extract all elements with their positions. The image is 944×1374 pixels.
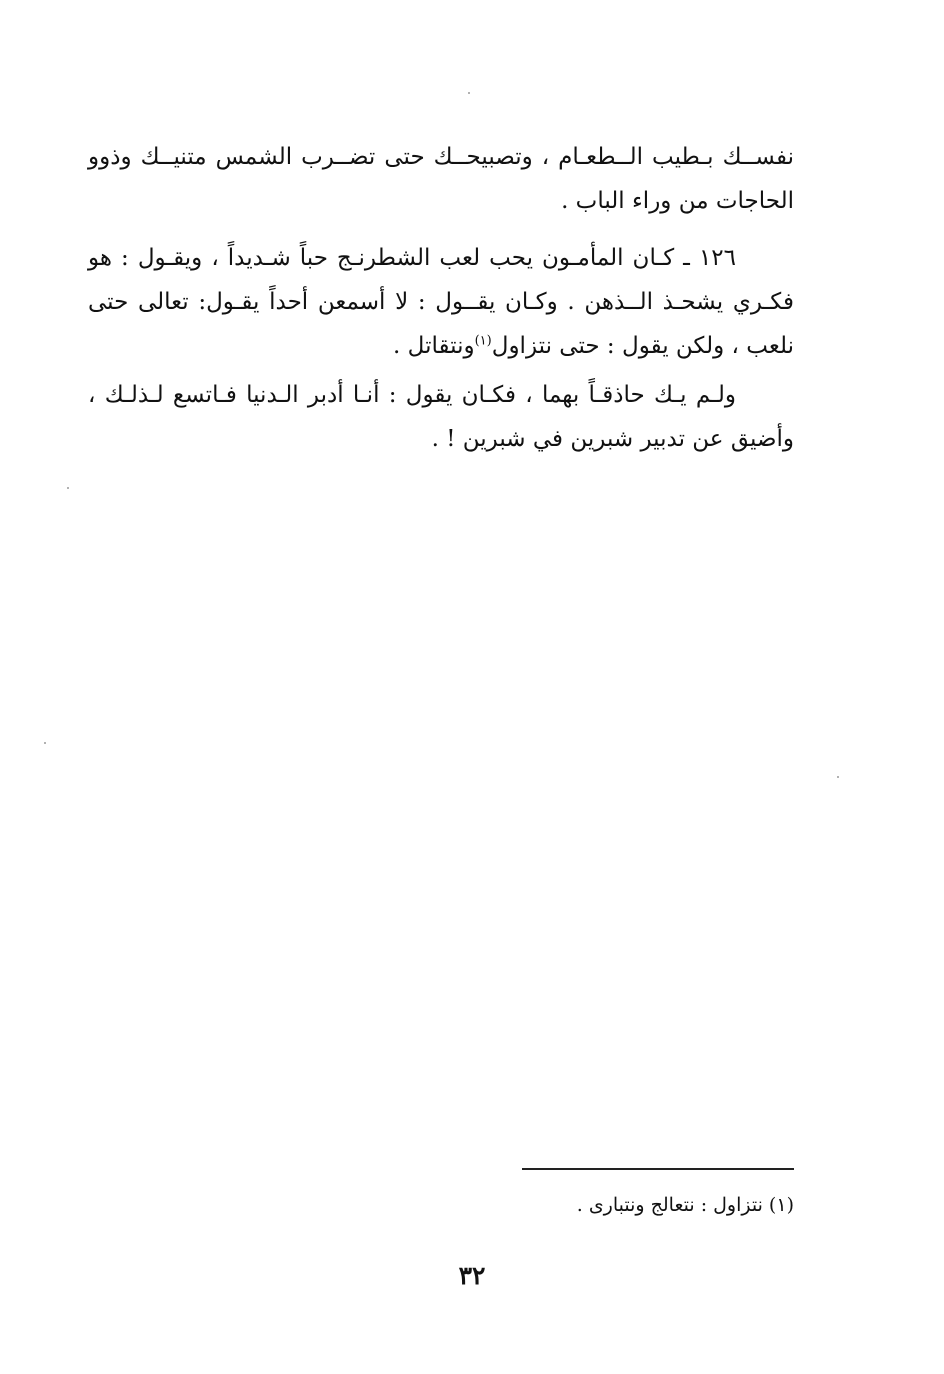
paragraph-2 [88,236,794,368]
footnote-reference: (١) [474,333,492,349]
paragraph-1: نفســك بـطيب الــطعـام ، وتصبيحــك حتى تضــرب الشمس متنيــك وذوو الحاجات من وراء الباب . [88,144,794,214]
scan-speck [468,92,470,94]
page-number: ٣٢ [458,1261,486,1290]
paragraph-3: ولـم يـك حاذقـاً بهما ، فكـان يقول : أنـا أدبر الـدنيا فـاتسع لـذلـك ، وأضيق عن تدبير شبرين في شبرين ! . [88,382,794,452]
paragraph-2-text: ١٢٦ ـ كـان المأمـون يحب لعب الشطرنـج حباً شـديداً ، ويقـول : هو فكـري يشحـذ الــذهن . وكـان يقــول : لا أسمعن أحداً يقـول: تعالى حتى نلعب ، ولكن يقول : حتى نتزاول [88,245,794,359]
paragraph-2-tail: ونتقاتل . [393,333,475,359]
scan-speck [44,742,46,744]
scan-speck [67,487,69,489]
footnote: (١) نتزاول : نتعالج ونتبارى . [576,1194,794,1216]
footnote-divider [522,1168,794,1170]
scan-speck [837,776,839,778]
